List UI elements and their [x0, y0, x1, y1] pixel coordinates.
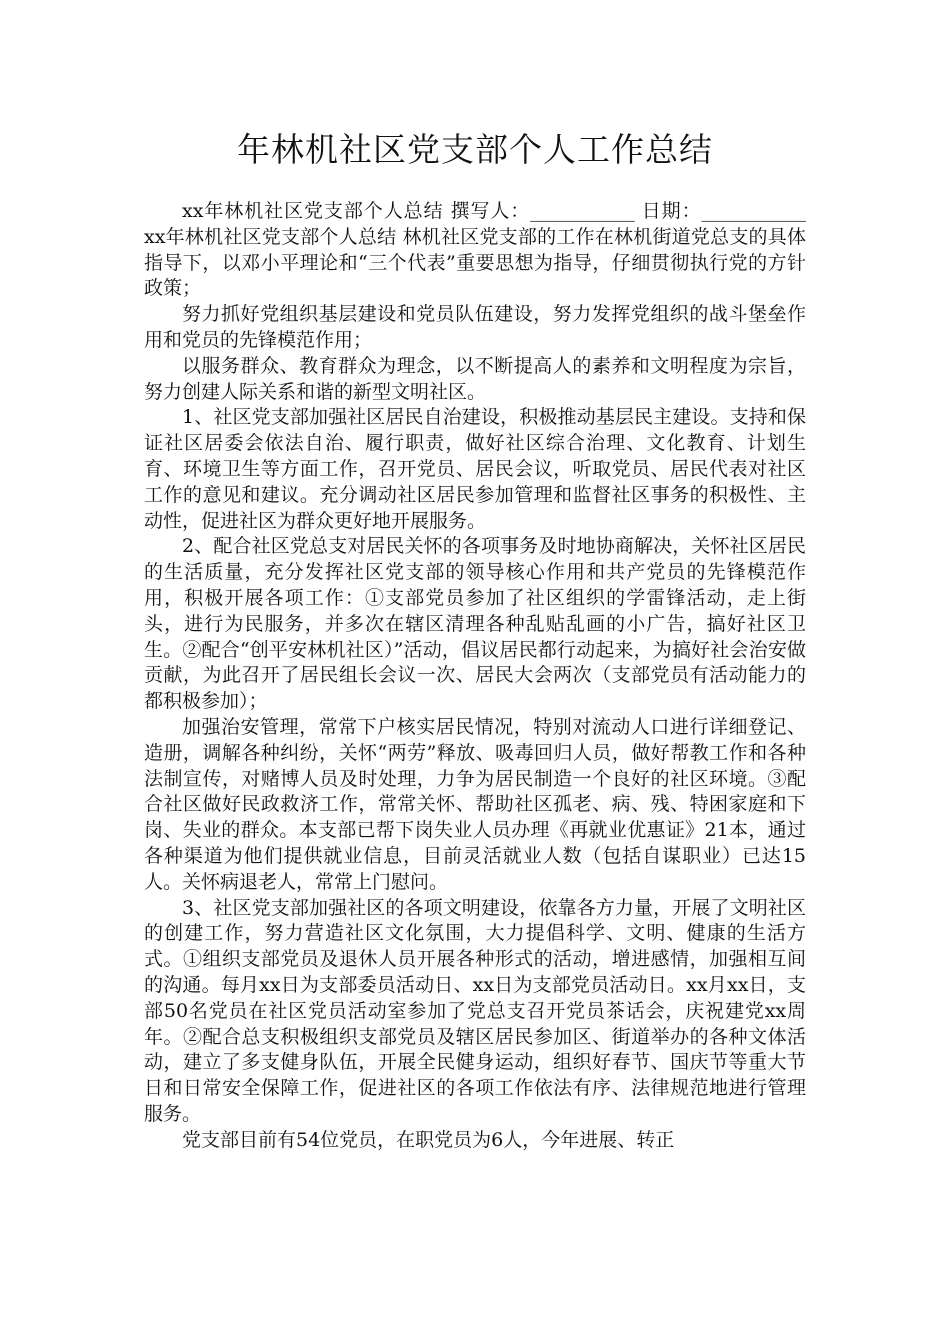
paragraph-party-building: 努力抓好党组织基层建设和党员队伍建设，努力发挥党组织的战斗堡垒作用和党员的先锋模范作用； — [144, 303, 806, 351]
paragraph-public-security: 加强治安管理，常常下户核实居民情况，特别对流动人口进行详细登记、造册，调解各种纠纷，关怀“两劳”释放、吸毒回归人员，做好帮教工作和各种法制宣传，对赌博人员及时处理，力争为居民制造一个良好的社区环境。③配合社区做好民政救济工作，常常关怀、帮助社区孤老、病、残、特困家庭和下岗、失业的群众。本支部已帮下岗失业人员办理《再就业优惠证》21本，通过各种渠道为他们提供就业信息，目前灵活就业人数（包括自谋职业）已达15人。关怀病退老人，常常上门慰问。 — [144, 715, 806, 893]
document-body — [144, 199, 806, 1153]
document-title: 年林机社区党支部个人工作总结 — [237, 130, 713, 169]
paragraph-members: 党支部目前有54位党员，在职党员为6人，今年进展、转正 — [182, 1128, 675, 1151]
paragraph-item-2: 2、配合社区党总支对居民关怀的各项事务及时地协商解决，关怀社区居民的生活质量，充分发挥社区党支部的领导核心作用和共产党员的先锋模范作用，积极开展各项工作：①支部党员参加了社区组织的学雷锋活动，走上街头，进行为民服务，并多次在辖区清理各种乱贴乱画的小广告，搞好社区卫生。②配合“创平安林机社区）”活动，倡议居民都行动起来，为搞好社会治安做贡献，为此召开了居民组长会议一次、居民大会两次（支部党员有活动能力的都积极参加）； — [144, 535, 806, 713]
paragraph-item-3: 3、社区党支部加强社区的各项文明建设，依靠各方力量，开展了文明社区的创建工作，努力营造社区文化氛围，大力提倡科学、文明、健康的生活方式。①组织支部党员及退休人员开展各种形式的活动，增进感情，加强相互间的沟通。每月xx日为支部委员活动日、xx日为支部党员活动日。xx月xx日，支部50名党员在社区党员活动室参加了党总支召开党员茶话会，庆祝建党xx周年。②配合总支积极组织支部党员及辖区居民参加区、街道举办的各种文体活动，建立了多支健身队伍，开展全民健身运动，组织好春节、国庆节等重大节日和日常安全保障工作，促进社区的各项工作依法有序、法律规范地进行管理服务。 — [144, 896, 806, 1125]
paragraph-item-1: 1、社区党支部加强社区居民自治建设，积极推动基层民主建设。支持和保证社区居委会依法自治、履行职责，做好社区综合治理、文化教育、计划生育、环境卫生等方面工作，召开党员、居民会议，听取党员、居民代表对社区工作的意见和建议。充分调动社区居民参加管理和监督社区事务的积极性、主动性，促进社区为群众更好地开展服务。 — [144, 406, 806, 532]
paragraph-intro: xx年林机社区党支部个人总结 撰写人：___________ 日期：___________ xx年林机社区党支部个人总结 林机社区党支部的工作在林机街道党总支的具体指导下，以邓小平理论和“三个代表”重要思想为指导，仔细贯彻执行党的方针政策； — [144, 200, 806, 300]
paragraph-service-concept: 以服务群众、教育群众为理念，以不断提高人的素养和文明程度为宗旨，努力创建人际关系和谐的新型文明社区。 — [144, 354, 806, 403]
